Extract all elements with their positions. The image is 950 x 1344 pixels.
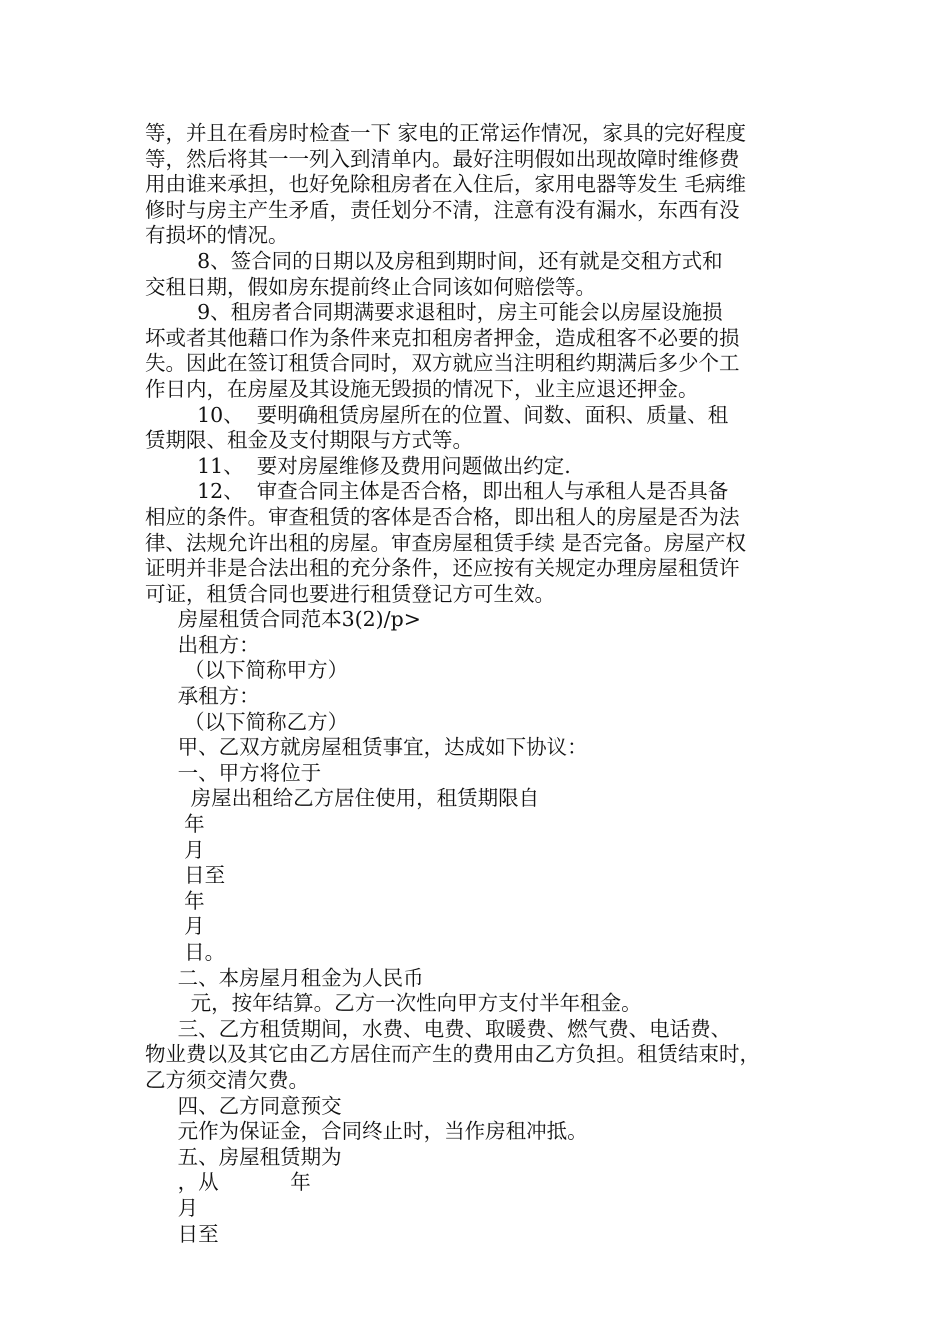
- text-line: （以下简称甲方）: [145, 658, 349, 683]
- text-line: 证明并非是合法出租的充分条件，还应按有关规定办理房屋租赁许: [145, 556, 740, 581]
- text-line: 有损坏的情况。: [145, 223, 289, 248]
- text-line: 8、签合同的日期以及房租到期时间，还有就是交租方式和: [145, 248, 723, 273]
- text-line: 赁期限、租金及支付期限与方式等。: [145, 428, 473, 453]
- text-line: 月: [145, 1195, 199, 1220]
- section-title: 房屋租赁合同范本3(2)/p>: [145, 607, 421, 632]
- text-line: 交租日期，假如房东提前终止合同该如何赔偿等。: [145, 274, 596, 299]
- text-line: 日。: [145, 940, 226, 964]
- text-line: 四、乙方同意预交: [145, 1093, 342, 1118]
- text-line: 承租方：: [145, 684, 260, 709]
- text-line: 一、甲方将位于: [145, 760, 322, 785]
- text-line: 10、 要明确租赁房屋所在的位置、间数、面积、质量、租: [145, 402, 729, 427]
- text-line: 出租方：: [145, 632, 260, 657]
- text-line: 元，按年结算。乙方一次性向甲方支付半年租金。: [145, 991, 642, 1016]
- text-line: 失。因此在签订租赁合同时，双方就应当注明租约期满后多少个工: [145, 351, 740, 376]
- text-line: 等，然后将其一一列入到清单内。最好注明假如出现故障时维修费: [145, 146, 740, 171]
- text-line: 乙方须交清欠费。: [145, 1067, 309, 1092]
- text-line: 日至: [145, 1221, 219, 1246]
- text-line: 12、 审查合同主体是否合格，即出租人与承租人是否具备: [145, 479, 729, 504]
- text-line: 物业费以及其它由乙方居住而产生的费用由乙方负担。租赁结束时，: [145, 1042, 760, 1067]
- text-line: （以下简称乙方）: [145, 709, 349, 734]
- text-line: 11、 要对房屋维修及费用问题做出约定.: [145, 453, 571, 478]
- text-line: 年: [145, 888, 205, 913]
- text-line: 坏或者其他藉口作为条件来克扣租房者押金，造成租客不必要的损: [145, 325, 740, 350]
- text-line: 元作为保证金，合同终止时，当作房租冲抵。: [145, 1119, 588, 1144]
- text-line: ，从 年: [145, 1170, 311, 1195]
- text-line: 三、乙方租赁期间，水费、电费、取暖费、燃气费、电话费、: [145, 1016, 732, 1041]
- text-line: 二、本房屋月租金为人民币: [145, 965, 424, 990]
- text-line: 甲、乙双方就房屋租赁事宜，达成如下协议：: [145, 735, 588, 760]
- text-line: 日至: [145, 863, 226, 888]
- text-line: 用由谁来承担，也好免除租房者在入住后，家用电器等发生 毛病维: [145, 172, 747, 197]
- text-line: 月: [145, 837, 205, 862]
- text-line: 五、房屋租赁期为: [145, 1144, 342, 1169]
- text-line: 修时与房主产生矛盾，责任划分不清，注意有没有漏水，东西有没: [145, 197, 740, 222]
- text-line: 相应的条件。审查租赁的客体是否合格，即出租人的房屋是否为法: [145, 504, 740, 529]
- text-line: 可证，租赁合同也要进行租赁登记方可生效。: [145, 581, 555, 606]
- text-line: 年: [145, 812, 205, 837]
- text-line: 等，并且在看房时检查一下 家电的正常运作情况，家具的完好程度: [145, 121, 747, 145]
- text-line: 房屋出租给乙方居住使用，租赁期限自: [145, 786, 540, 811]
- text-line: 作日内，在房屋及其设施无毁损的情况下，业主应退还押金。: [145, 376, 699, 401]
- text-line: 月: [145, 914, 205, 939]
- document-body: [145, 121, 820, 1247]
- text-line: 律、法规允许出租的房屋。审查房屋租赁手续 是否完备。房屋产权: [145, 530, 747, 555]
- text-line: 9、租房者合同期满要求退租时，房主可能会以房屋设施损: [145, 300, 723, 325]
